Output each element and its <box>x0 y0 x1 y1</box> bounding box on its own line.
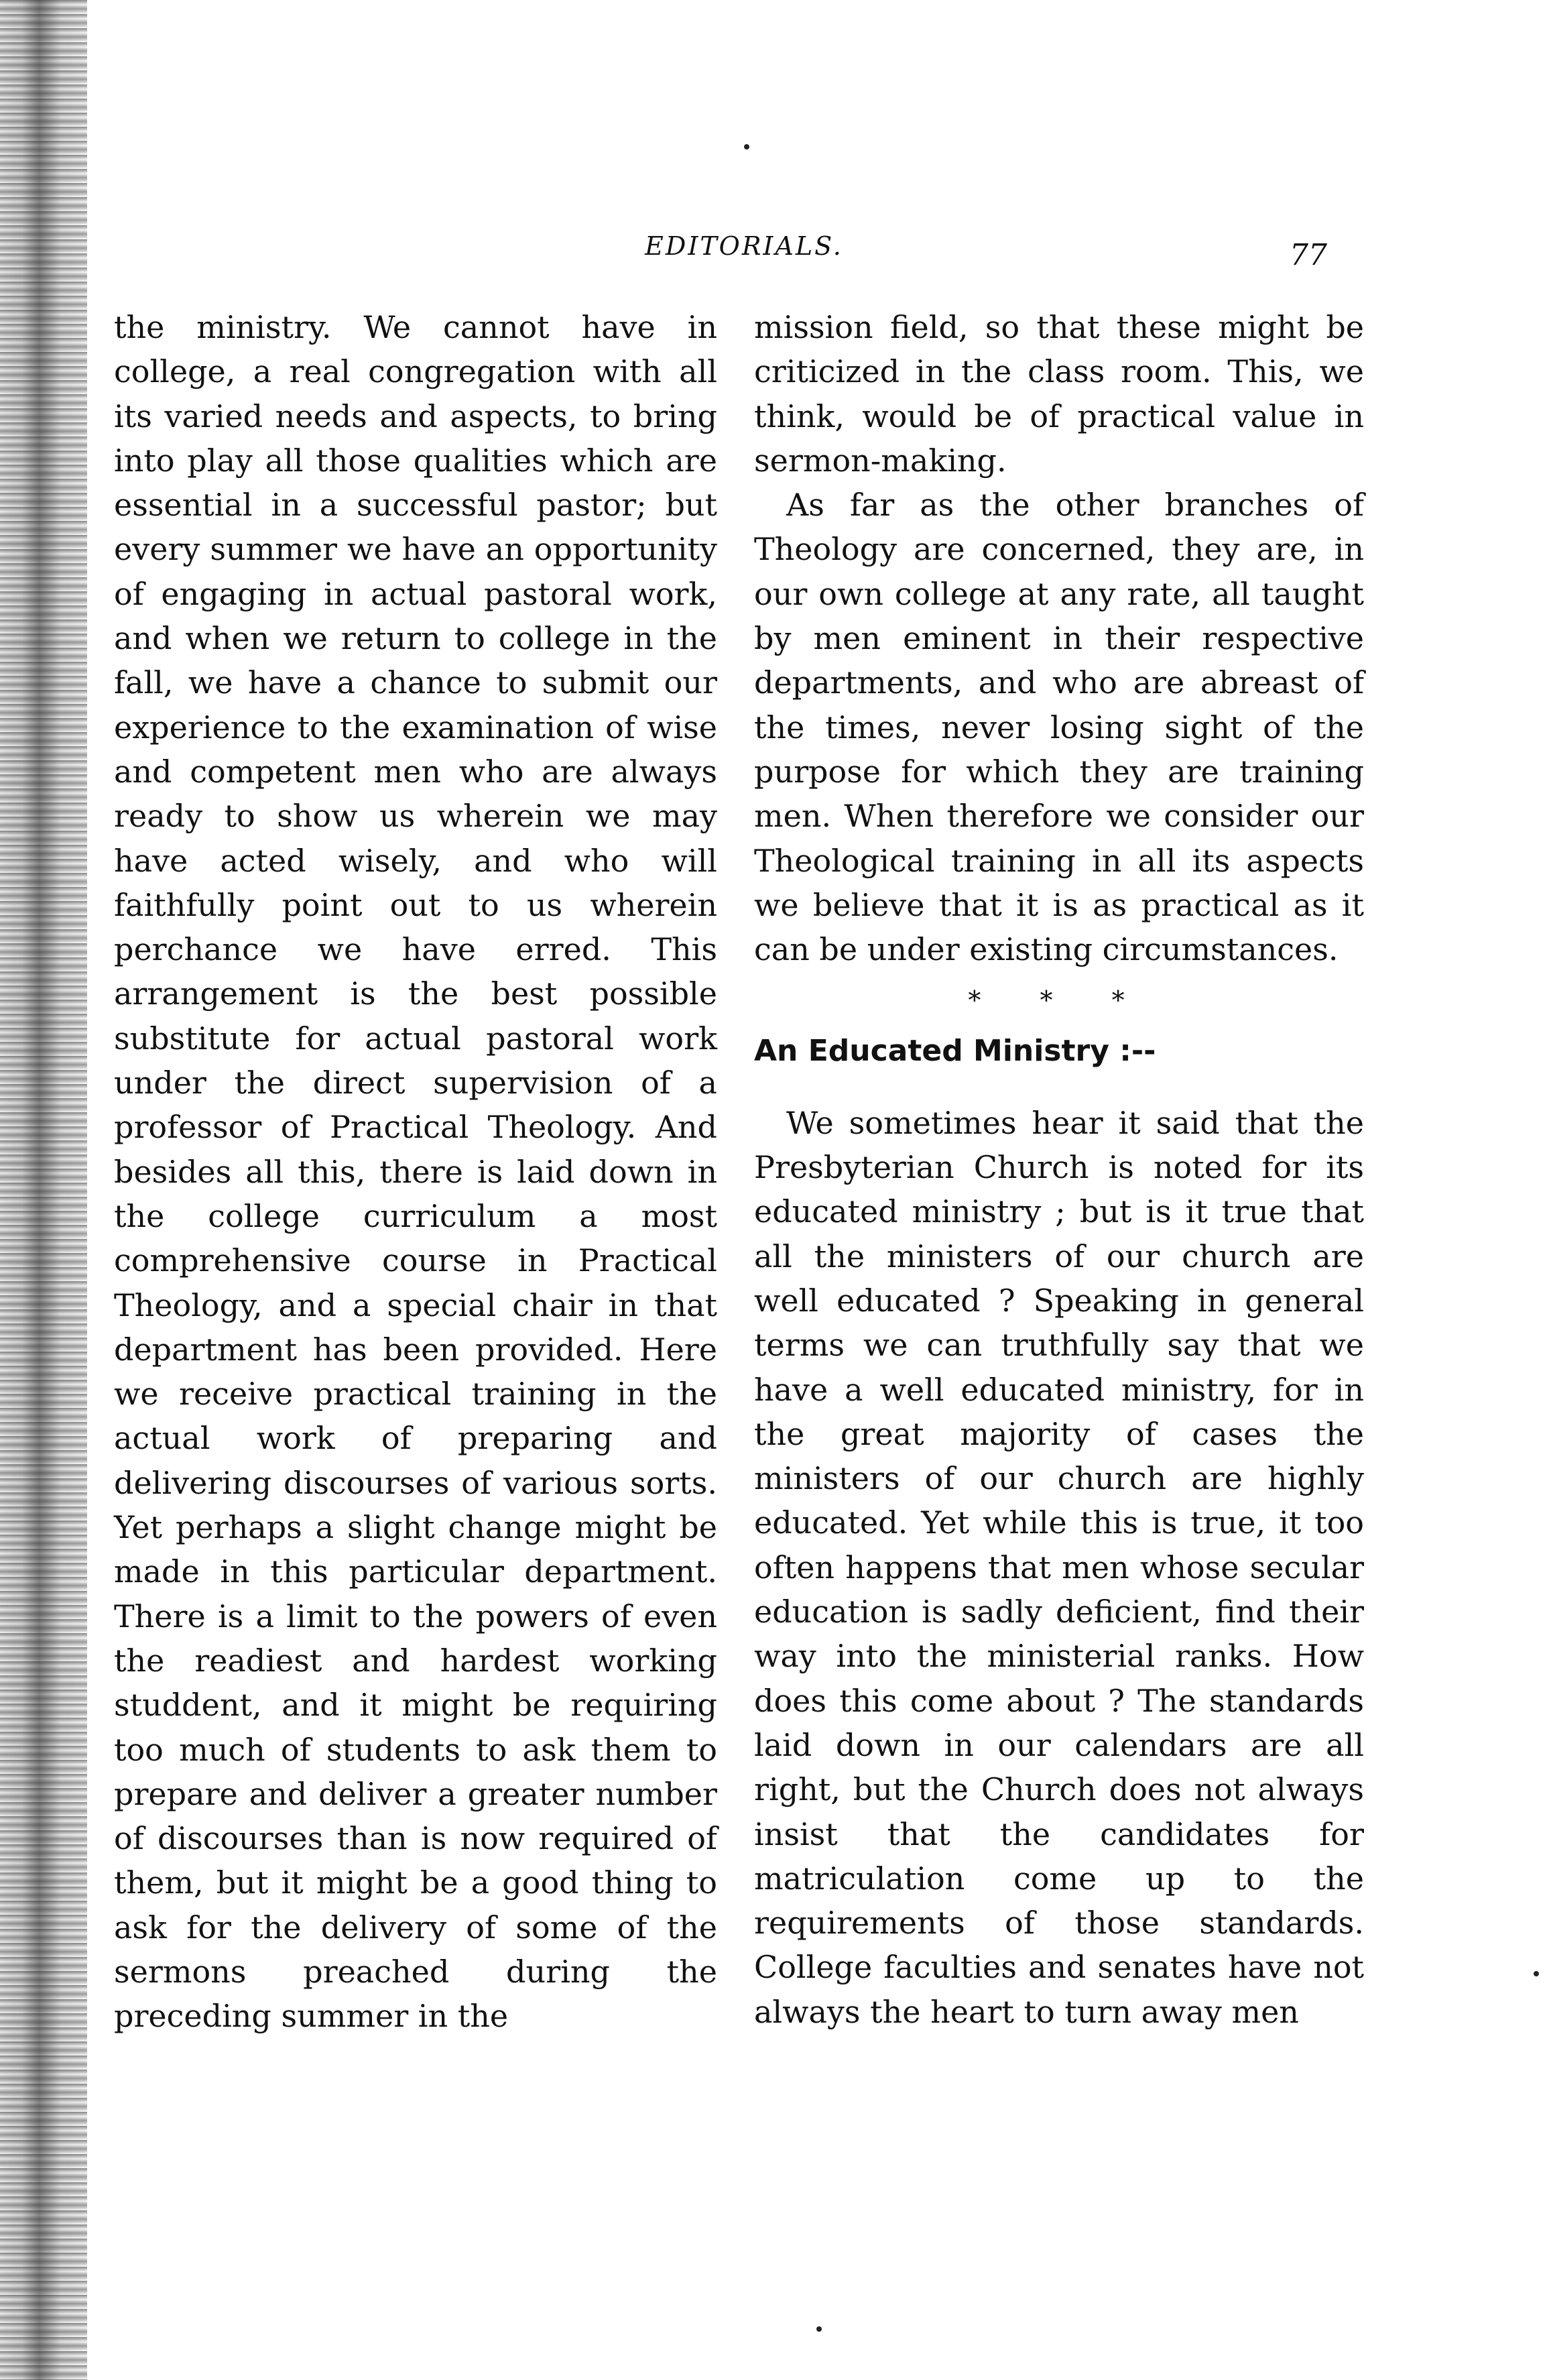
paragraph-educated-ministry: We sometimes hear it said that the Presbyterian Church is noted for its educated ministry ; but is it true that all the ministers of our church are well educated ? Speaking in general terms we can truthfully say that we have a well educated ministry, for in the great majority of cases the ministers of our church are highly educated. Yet while this is true, it too often happens that men whose secular education is sadly deficient, find their way into the ministerial ranks. How does this come about ? The standards laid down in our calendars are all right, but the Church does not always insist that the candidates for matriculation come up to the requirements of those standards. College faculties and senates have not always the heart to turn away men <box>754 1104 1364 2030</box>
scanned-binding-edge <box>0 0 87 2380</box>
right-column-continuation: mission field, so that these might be criticized in the class room. This, we think, would be of practical value in sermon-making. <box>754 309 1364 479</box>
section-ornament: * * * <box>968 986 1150 1016</box>
page-number: 77 <box>1290 238 1327 272</box>
scan-speck <box>744 144 749 150</box>
paragraph-theology-branches: As far as the other branches of Theology are concerned, they are, in our own college at any rate, all taught by men eminent in their respective departments, and who are abreast of the times, never losing sight of the purpose for which they are training men. When therefore we consider our Theological training in all its aspects we believe that it is as practical as it can be under existing circumstances. <box>754 487 1364 968</box>
scan-speck <box>1534 1971 1539 1976</box>
right-column <box>754 305 1364 2034</box>
left-column-text: the ministry. We cannot have in college, a real congregation with all its varied needs and aspects, to bring into play all those qualities which are essential in a successful pastor; but every summer we have an opportunity of engaging in actual pastoral work, and when we return to college in the fall, we have a chance to submit our experience to the examination of wise and competent men who are always ready to show us wherein we may have acted wisely, and who will faithfully point out to us wherein perchance we have erred. This arrangement is the best possible substitute for actual pastoral work under the direct supervision of a professor of Practical Theology. And besides all this, there is laid down in the college curriculum a most comprehensive course in Practical Theology, and a special chair in that department has been provided. Here we receive practical training in the actual work of preparing and delivering discourses of various sorts. Yet perhaps a slight change might be made in this particular department. There is a limit to the powers of even the readiest and hardest working studdent, and it might be requiring too much of students to ask them to prepare and deliver a greater number of discourses than is now required of them, but it might be a good thing to ask for the delivery of some of the sermons preached during the preceding summer in the <box>114 309 717 2035</box>
running-head: EDITORIALS. <box>645 231 843 261</box>
section-heading: An Educated Ministry :-- <box>754 1034 1156 1069</box>
left-column <box>114 305 717 2039</box>
page-header <box>121 231 1367 278</box>
scan-speck <box>816 2326 822 2332</box>
